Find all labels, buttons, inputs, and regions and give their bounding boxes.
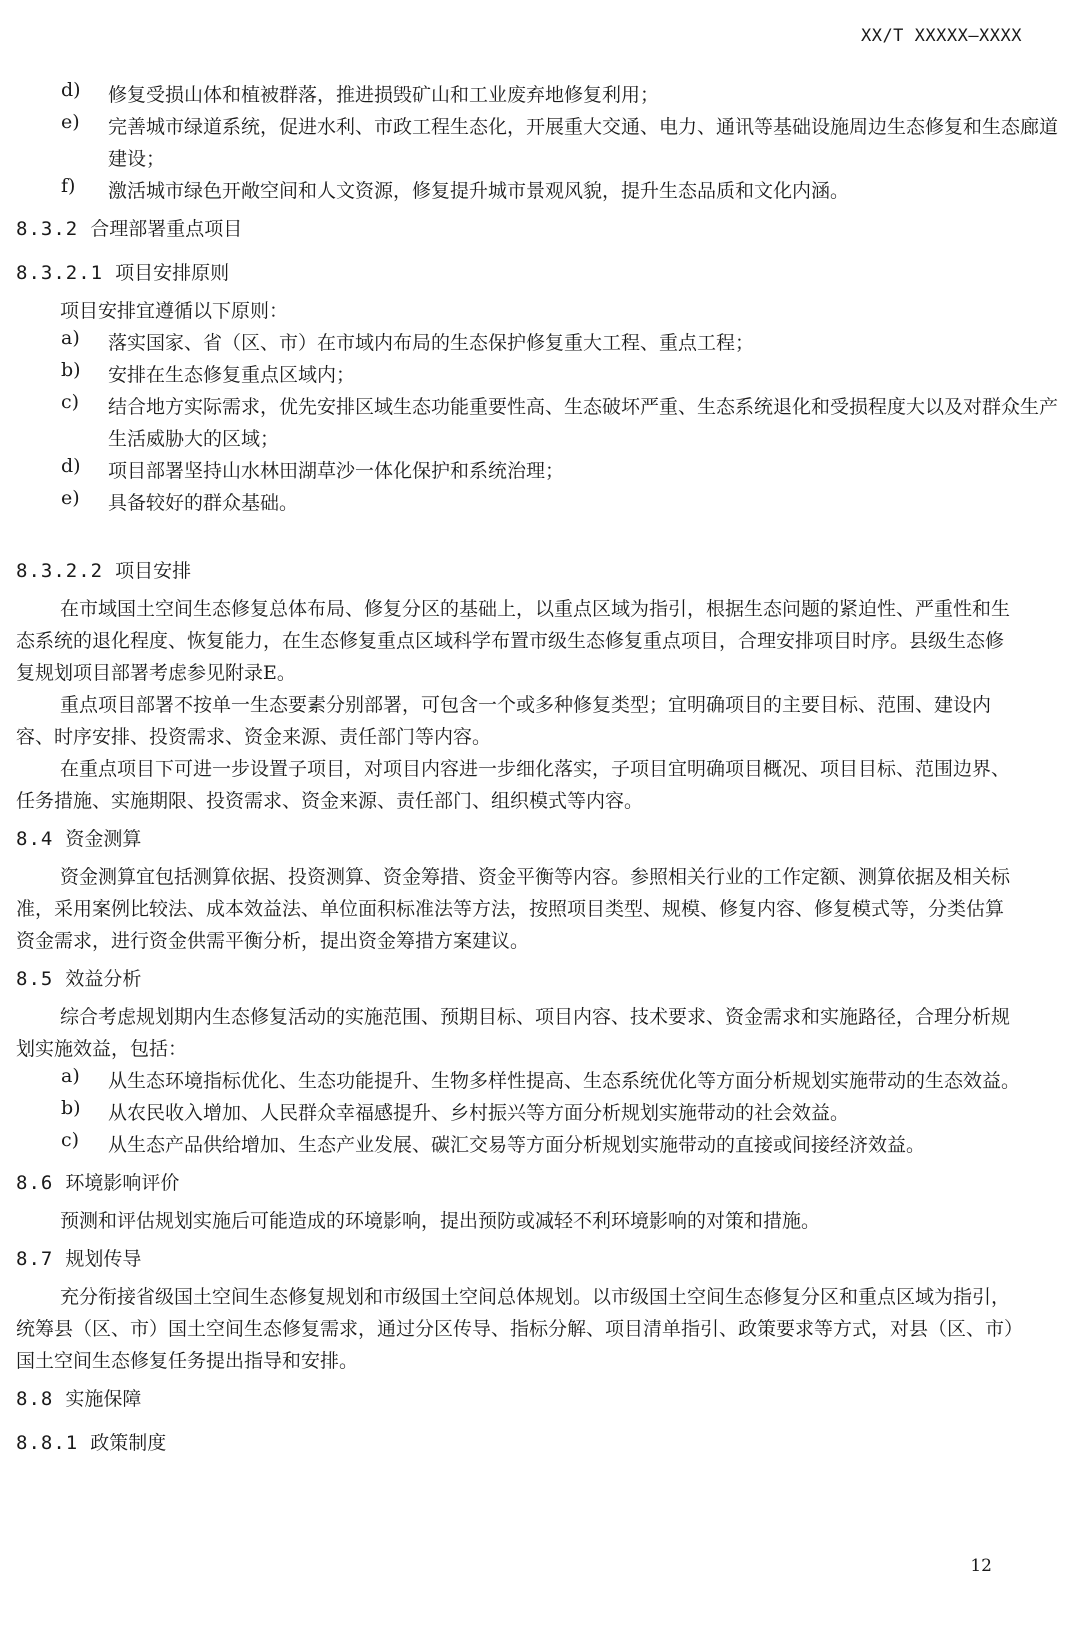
paragraph: 在重点项目下可进一步设置子项目，对项目内容进一步细化落实，子项目宜明确项目概况、项目目标、范围边界、任务措施、实施期限、投资需求、资金来源、责任部门、组织模式等内容。 (16, 758, 1011, 812)
standard-code: XX/T XXXXX—XXXX (860, 26, 1022, 46)
page-number: 12 (970, 1556, 992, 1576)
section-title: 环境影响评价 (65, 1172, 180, 1194)
section-heading-8-8-1 (16, 1421, 1058, 1465)
section-title: 项目安排 (115, 560, 192, 582)
list-text: 激活城市绿色开敞空间和人文资源，修复提升城市景观风貌，提升生态品质和文化内涵。 (108, 180, 850, 202)
list-marker: e) (61, 111, 80, 133)
list-item (16, 79, 1058, 111)
list-text: 从生态环境指标优化、生态功能提升、生物多样性提高、生态系统优化等方面分析规划实施带动的生态效益。 (108, 1070, 1021, 1092)
section-number: 8.5 (16, 968, 54, 990)
list-item (16, 1097, 1058, 1129)
section-heading-8-4 (16, 817, 1058, 861)
list-marker: a) (61, 327, 80, 349)
paragraph: 在市域国土空间生态修复总体布局、修复分区的基础上，以重点区域为指引，根据生态问题的紧迫性、严重性和生态系统的退化程度、恢复能力，在生态修复重点区域科学布置市级生态修复重点项目，合理安排项目时序。县级生态修复规划项目部署考虑参见附录E。 (16, 598, 1011, 684)
list-item (16, 359, 1058, 391)
list-text: 从农民收入增加、人民群众幸福感提升、乡村振兴等方面分析规划实施带动的社会效益。 (108, 1102, 850, 1124)
section-number: 8.3.2 (16, 218, 79, 240)
list-item (16, 1129, 1058, 1161)
section-heading-8-3-2-1 (16, 251, 1058, 295)
section-number: 8.8 (16, 1388, 54, 1410)
list-item (16, 111, 1058, 175)
paragraph: 综合考虑规划期内生态修复活动的实施范围、预期目标、项目内容、技术要求、资金需求和实施路径，合理分析规划实施效益，包括： (16, 1006, 1011, 1060)
list-marker: c) (61, 1129, 80, 1151)
section-heading-8-8 (16, 1377, 1058, 1421)
section-number: 8.3.2.1 (16, 262, 104, 284)
section-title: 效益分析 (65, 968, 142, 990)
paragraph: 充分衔接省级国土空间生态修复规划和市级国土空间总体规划。以市级国土空间生态修复分区和重点区域为指引，统筹县（区、市）国土空间生态修复需求，通过分区传导、指标分解、项目清单指引、政策要求等方式，对县（区、市）国土空间生态修复任务提出指导和安排。 (16, 1286, 1014, 1372)
section-number: 8.3.2.2 (16, 560, 104, 582)
list-text: 完善城市绿道系统，促进水利、市政工程生态化，开展重大交通、电力、通讯等基础设施周边生态修复和生态廊道建设； (108, 116, 1059, 170)
section-heading-8-7 (16, 1237, 1058, 1281)
paragraph: 预测和评估规划实施后可能造成的环境影响，提出预防或减轻不利环境影响的对策和措施。 (60, 1210, 821, 1232)
section-number: 8.8.1 (16, 1432, 79, 1454)
list-item (16, 487, 1058, 519)
section-title: 项目安排原则 (115, 262, 230, 284)
list-marker: c) (61, 391, 80, 413)
list-marker: d) (61, 79, 81, 101)
list-text: 修复受损山体和植被群落，推进损毁矿山和工业废弃地修复利用； (108, 84, 660, 106)
list-text: 结合地方实际需求，优先安排区域生态功能重要性高、生态破坏严重、生态系统退化和受损程度大以及对群众生产生活威胁大的区域； (108, 396, 1059, 450)
section-heading-8-3-2-2 (16, 549, 1058, 593)
list-marker: a) (61, 1065, 80, 1087)
list-text: 从生态产品供给增加、生态产业发展、碳汇交易等方面分析规划实施带动的直接或间接经济效益。 (108, 1134, 926, 1156)
section-heading-8-5 (16, 957, 1058, 1001)
section-heading-8-3-2 (16, 207, 1058, 251)
vertical-spacer (16, 519, 1058, 549)
list-marker: d) (61, 455, 81, 477)
list-item (16, 391, 1058, 455)
list-text: 具备较好的群众基础。 (108, 492, 299, 514)
list-item (16, 1065, 1058, 1097)
paragraph: 资金测算宜包括测算依据、投资测算、资金筹措、资金平衡等内容。参照相关行业的工作定额、测算依据及相关标准，采用案例比较法、成本效益法、单位面积标准法等方法，按照项目类型、规模、修复内容、修复模式等，分类估算资金需求，进行资金供需平衡分析，提出资金筹措方案建议。 (16, 866, 1011, 952)
list-marker: e) (61, 487, 80, 509)
paragraph: 重点项目部署不按单一生态要素分别部署，可包含一个或多种修复类型；宜明确项目的主要目标、范围、建设内容、时序安排、投资需求、资金来源、责任部门等内容。 (16, 694, 992, 748)
section-title: 资金测算 (65, 828, 142, 850)
list-item (16, 455, 1058, 487)
list-intro: 项目安排宜遵循以下原则： (60, 300, 289, 322)
section-number: 8.7 (16, 1248, 54, 1270)
section-title: 规划传导 (65, 1248, 142, 1270)
list-marker: b) (61, 359, 81, 381)
list-text: 安排在生态修复重点区域内； (108, 364, 356, 386)
list-item (16, 327, 1058, 359)
section-title: 政策制度 (90, 1432, 167, 1454)
section-number: 8.4 (16, 828, 54, 850)
section-heading-8-6 (16, 1161, 1058, 1205)
section-title: 实施保障 (65, 1388, 142, 1410)
list-text: 项目部署坚持山水林田湖草沙一体化保护和系统治理； (108, 460, 565, 482)
document-body (16, 79, 1058, 1465)
list-marker: b) (61, 1097, 81, 1119)
section-title: 合理部署重点项目 (90, 218, 243, 240)
list-item (16, 175, 1058, 207)
section-number: 8.6 (16, 1172, 54, 1194)
list-marker: f) (61, 175, 76, 197)
list-text: 落实国家、省（区、市）在市域内布局的生态保护修复重大工程、重点工程； (108, 332, 755, 354)
